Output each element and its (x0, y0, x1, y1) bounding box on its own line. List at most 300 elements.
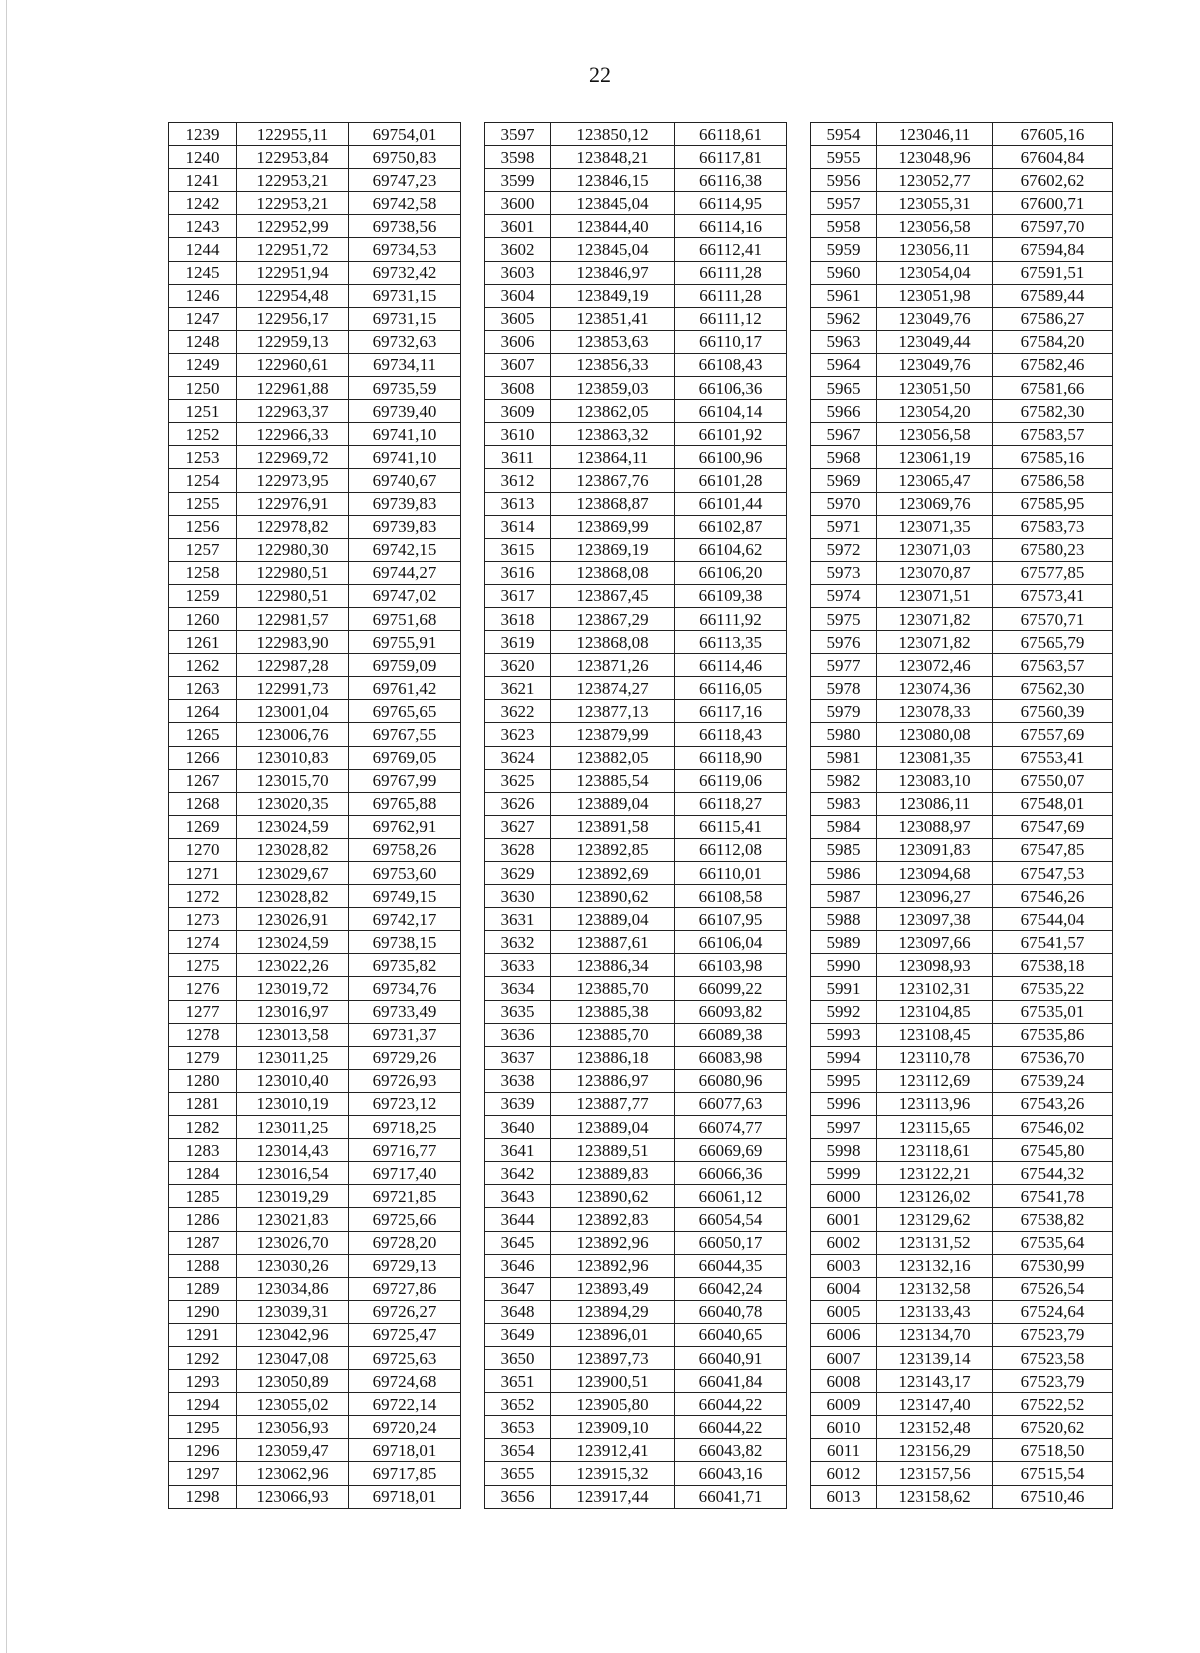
point-id-cell: 5969 (811, 469, 877, 492)
x-coord-cell: 123139,14 (877, 1346, 993, 1369)
column-gap (461, 1116, 485, 1139)
point-id-cell: 1296 (169, 1439, 237, 1462)
x-coord-cell: 123028,82 (237, 838, 349, 861)
column-gap (461, 1254, 485, 1277)
y-coord-cell: 66101,28 (675, 469, 787, 492)
column-gap (787, 815, 811, 838)
y-coord-cell: 67523,58 (993, 1346, 1113, 1369)
y-coord-cell: 69769,05 (349, 746, 461, 769)
y-coord-cell: 66099,22 (675, 977, 787, 1000)
y-coord-cell: 66104,62 (675, 538, 787, 561)
point-id-cell: 3627 (485, 815, 551, 838)
point-id-cell: 3622 (485, 700, 551, 723)
y-coord-cell: 69731,37 (349, 1023, 461, 1046)
point-id-cell: 3611 (485, 446, 551, 469)
y-coord-cell: 67546,26 (993, 885, 1113, 908)
x-coord-cell: 122980,51 (237, 561, 349, 584)
column-gap (787, 1462, 811, 1485)
point-id-cell: 3602 (485, 238, 551, 261)
y-coord-cell: 67543,26 (993, 1092, 1113, 1115)
x-coord-cell: 123851,41 (551, 307, 675, 330)
point-id-cell: 3626 (485, 792, 551, 815)
y-coord-cell: 67548,01 (993, 792, 1113, 815)
column-gap (787, 446, 811, 469)
point-id-cell: 3642 (485, 1162, 551, 1185)
x-coord-cell: 123049,44 (877, 330, 993, 353)
y-coord-cell: 67594,84 (993, 238, 1113, 261)
point-id-cell: 5973 (811, 561, 877, 584)
y-coord-cell: 67524,64 (993, 1300, 1113, 1323)
point-id-cell: 1261 (169, 631, 237, 654)
x-coord-cell: 123894,29 (551, 1300, 675, 1323)
point-id-cell: 6008 (811, 1370, 877, 1393)
column-gap (787, 631, 811, 654)
x-coord-cell: 122980,30 (237, 538, 349, 561)
x-coord-cell: 123066,93 (237, 1485, 349, 1508)
point-id-cell: 3606 (485, 330, 551, 353)
y-coord-cell: 67600,71 (993, 192, 1113, 215)
table-row (169, 561, 1113, 584)
y-coord-cell: 66114,16 (675, 215, 787, 238)
y-coord-cell: 67550,07 (993, 769, 1113, 792)
y-coord-cell: 66115,41 (675, 815, 787, 838)
table-row (169, 1162, 1113, 1185)
column-gap (461, 423, 485, 446)
column-gap (461, 1000, 485, 1023)
point-id-cell: 1280 (169, 1069, 237, 1092)
y-coord-cell: 69723,12 (349, 1092, 461, 1115)
y-coord-cell: 66118,61 (675, 123, 787, 146)
y-coord-cell: 69754,01 (349, 123, 461, 146)
x-coord-cell: 123917,44 (551, 1485, 675, 1508)
y-coord-cell: 66108,58 (675, 885, 787, 908)
y-coord-cell: 69734,53 (349, 238, 461, 261)
x-coord-cell: 122987,28 (237, 654, 349, 677)
point-id-cell: 5970 (811, 492, 877, 515)
x-coord-cell: 122952,99 (237, 215, 349, 238)
y-coord-cell: 66044,35 (675, 1254, 787, 1277)
point-id-cell: 3630 (485, 885, 551, 908)
x-coord-cell: 122961,88 (237, 377, 349, 400)
point-id-cell: 1288 (169, 1254, 237, 1277)
y-coord-cell: 66043,82 (675, 1439, 787, 1462)
y-coord-cell: 66112,41 (675, 238, 787, 261)
point-id-cell: 6000 (811, 1185, 877, 1208)
y-coord-cell: 69747,23 (349, 169, 461, 192)
x-coord-cell: 123019,29 (237, 1185, 349, 1208)
column-gap (461, 1069, 485, 1092)
x-coord-cell: 123882,05 (551, 746, 675, 769)
x-coord-cell: 123886,34 (551, 954, 675, 977)
point-id-cell: 5962 (811, 307, 877, 330)
y-coord-cell: 69731,15 (349, 284, 461, 307)
point-id-cell: 5990 (811, 954, 877, 977)
x-coord-cell: 123887,61 (551, 931, 675, 954)
point-id-cell: 3625 (485, 769, 551, 792)
column-gap (787, 1370, 811, 1393)
column-gap (461, 723, 485, 746)
y-coord-cell: 67560,39 (993, 700, 1113, 723)
point-id-cell: 5987 (811, 885, 877, 908)
y-coord-cell: 66114,95 (675, 192, 787, 215)
column-gap (787, 746, 811, 769)
x-coord-cell: 123065,47 (877, 469, 993, 492)
x-coord-cell: 123055,31 (877, 192, 993, 215)
point-id-cell: 5994 (811, 1046, 877, 1069)
x-coord-cell: 123047,08 (237, 1346, 349, 1369)
x-coord-cell: 123006,76 (237, 723, 349, 746)
x-coord-cell: 123885,38 (551, 1000, 675, 1023)
point-id-cell: 1275 (169, 954, 237, 977)
y-coord-cell: 67604,84 (993, 146, 1113, 169)
x-coord-cell: 123091,83 (877, 838, 993, 861)
x-coord-cell: 123071,82 (877, 607, 993, 630)
x-coord-cell: 122976,91 (237, 492, 349, 515)
x-coord-cell: 123054,04 (877, 261, 993, 284)
table-row (169, 515, 1113, 538)
column-gap (787, 238, 811, 261)
y-coord-cell: 66080,96 (675, 1069, 787, 1092)
x-coord-cell: 123096,27 (877, 885, 993, 908)
point-id-cell: 3651 (485, 1370, 551, 1393)
point-id-cell: 1267 (169, 769, 237, 792)
x-coord-cell: 123049,76 (877, 353, 993, 376)
point-id-cell: 3645 (485, 1231, 551, 1254)
point-id-cell: 5957 (811, 192, 877, 215)
x-coord-cell: 123129,62 (877, 1208, 993, 1231)
column-gap (787, 1277, 811, 1300)
y-coord-cell: 69741,10 (349, 423, 461, 446)
x-coord-cell: 123892,96 (551, 1231, 675, 1254)
y-coord-cell: 67547,69 (993, 815, 1113, 838)
x-coord-cell: 123070,87 (877, 561, 993, 584)
x-coord-cell: 123010,83 (237, 746, 349, 769)
x-coord-cell: 123019,72 (237, 977, 349, 1000)
table-row (169, 792, 1113, 815)
y-coord-cell: 67580,23 (993, 538, 1113, 561)
column-gap (787, 561, 811, 584)
table-row (169, 261, 1113, 284)
y-coord-cell: 69726,27 (349, 1300, 461, 1323)
x-coord-cell: 123024,59 (237, 931, 349, 954)
point-id-cell: 6013 (811, 1485, 877, 1508)
point-id-cell: 3615 (485, 538, 551, 561)
column-gap (461, 123, 485, 146)
table-row (169, 123, 1113, 146)
y-coord-cell: 69749,15 (349, 885, 461, 908)
y-coord-cell: 66077,63 (675, 1092, 787, 1115)
point-id-cell: 3599 (485, 169, 551, 192)
x-coord-cell: 123112,69 (877, 1069, 993, 1092)
page-edge-line (6, 0, 7, 1653)
y-coord-cell: 66101,92 (675, 423, 787, 446)
x-coord-cell: 122980,51 (237, 584, 349, 607)
table-row (169, 1416, 1113, 1439)
x-coord-cell: 123158,62 (877, 1485, 993, 1508)
point-id-cell: 3643 (485, 1185, 551, 1208)
point-id-cell: 1260 (169, 607, 237, 630)
point-id-cell: 1259 (169, 584, 237, 607)
point-id-cell: 5996 (811, 1092, 877, 1115)
point-id-cell: 5980 (811, 723, 877, 746)
y-coord-cell: 66110,17 (675, 330, 787, 353)
column-gap (787, 492, 811, 515)
point-id-cell: 3614 (485, 515, 551, 538)
x-coord-cell: 123016,54 (237, 1162, 349, 1185)
x-coord-cell: 123850,12 (551, 123, 675, 146)
point-id-cell: 6003 (811, 1254, 877, 1277)
y-coord-cell: 66111,28 (675, 284, 787, 307)
x-coord-cell: 123863,32 (551, 423, 675, 446)
x-coord-cell: 123900,51 (551, 1370, 675, 1393)
x-coord-cell: 123097,38 (877, 908, 993, 931)
point-id-cell: 3649 (485, 1323, 551, 1346)
point-id-cell: 1290 (169, 1300, 237, 1323)
point-id-cell: 1292 (169, 1346, 237, 1369)
column-gap (787, 1162, 811, 1185)
x-coord-cell: 123890,62 (551, 885, 675, 908)
table-row (169, 1116, 1113, 1139)
x-coord-cell: 123113,96 (877, 1092, 993, 1115)
point-id-cell: 3617 (485, 584, 551, 607)
y-coord-cell: 67541,57 (993, 931, 1113, 954)
y-coord-cell: 69747,02 (349, 584, 461, 607)
x-coord-cell: 123056,93 (237, 1416, 349, 1439)
table-row (169, 1393, 1113, 1416)
x-coord-cell: 122955,11 (237, 123, 349, 146)
y-coord-cell: 67510,46 (993, 1485, 1113, 1508)
y-coord-cell: 69767,55 (349, 723, 461, 746)
x-coord-cell: 123874,27 (551, 677, 675, 700)
x-coord-cell: 123071,51 (877, 584, 993, 607)
x-coord-cell: 123890,62 (551, 1185, 675, 1208)
y-coord-cell: 67536,70 (993, 1046, 1113, 1069)
y-coord-cell: 69742,17 (349, 908, 461, 931)
point-id-cell: 5956 (811, 169, 877, 192)
point-id-cell: 5955 (811, 146, 877, 169)
x-coord-cell: 123115,65 (877, 1116, 993, 1139)
y-coord-cell: 67518,50 (993, 1439, 1113, 1462)
column-gap (787, 1023, 811, 1046)
y-coord-cell: 69751,68 (349, 607, 461, 630)
x-coord-cell: 123034,86 (237, 1277, 349, 1300)
x-coord-cell: 123889,83 (551, 1162, 675, 1185)
point-id-cell: 3644 (485, 1208, 551, 1231)
y-coord-cell: 69725,47 (349, 1323, 461, 1346)
x-coord-cell: 123071,03 (877, 538, 993, 561)
point-id-cell: 6010 (811, 1416, 877, 1439)
y-coord-cell: 67539,24 (993, 1069, 1113, 1092)
x-coord-cell: 123846,97 (551, 261, 675, 284)
y-coord-cell: 69734,76 (349, 977, 461, 1000)
y-coord-cell: 69727,86 (349, 1277, 461, 1300)
y-coord-cell: 66117,81 (675, 146, 787, 169)
y-coord-cell: 67544,32 (993, 1162, 1113, 1185)
point-id-cell: 1243 (169, 215, 237, 238)
point-id-cell: 6001 (811, 1208, 877, 1231)
y-coord-cell: 66040,65 (675, 1323, 787, 1346)
y-coord-cell: 67605,16 (993, 123, 1113, 146)
point-id-cell: 1297 (169, 1462, 237, 1485)
point-id-cell: 3650 (485, 1346, 551, 1369)
column-gap (787, 954, 811, 977)
y-coord-cell: 66118,90 (675, 746, 787, 769)
y-coord-cell: 69725,66 (349, 1208, 461, 1231)
point-id-cell: 5963 (811, 330, 877, 353)
y-coord-cell: 69742,15 (349, 538, 461, 561)
x-coord-cell: 123867,45 (551, 584, 675, 607)
x-coord-cell: 123132,58 (877, 1277, 993, 1300)
column-gap (787, 885, 811, 908)
y-coord-cell: 69718,01 (349, 1439, 461, 1462)
x-coord-cell: 123885,70 (551, 1023, 675, 1046)
point-id-cell: 1294 (169, 1393, 237, 1416)
point-id-cell: 5995 (811, 1069, 877, 1092)
point-id-cell: 1257 (169, 538, 237, 561)
point-id-cell: 1279 (169, 1046, 237, 1069)
column-gap (787, 977, 811, 1000)
column-gap (787, 931, 811, 954)
point-id-cell: 3612 (485, 469, 551, 492)
y-coord-cell: 69729,13 (349, 1254, 461, 1277)
y-coord-cell: 67530,99 (993, 1254, 1113, 1277)
point-id-cell: 3635 (485, 1000, 551, 1023)
point-id-cell: 1274 (169, 931, 237, 954)
y-coord-cell: 67591,51 (993, 261, 1113, 284)
x-coord-cell: 123056,58 (877, 423, 993, 446)
y-coord-cell: 66116,05 (675, 677, 787, 700)
point-id-cell: 1293 (169, 1370, 237, 1393)
x-coord-cell: 123071,35 (877, 515, 993, 538)
point-id-cell: 1262 (169, 654, 237, 677)
point-id-cell: 5977 (811, 654, 877, 677)
point-id-cell: 5997 (811, 1116, 877, 1139)
x-coord-cell: 123097,66 (877, 931, 993, 954)
y-coord-cell: 67535,64 (993, 1231, 1113, 1254)
column-gap (461, 1323, 485, 1346)
x-coord-cell: 122983,90 (237, 631, 349, 654)
point-id-cell: 3628 (485, 838, 551, 861)
point-id-cell: 6005 (811, 1300, 877, 1323)
x-coord-cell: 123051,50 (877, 377, 993, 400)
y-coord-cell: 66069,69 (675, 1139, 787, 1162)
y-coord-cell: 69753,60 (349, 862, 461, 885)
table-row (169, 908, 1113, 931)
y-coord-cell: 66066,36 (675, 1162, 787, 1185)
column-gap (461, 1393, 485, 1416)
column-gap (787, 515, 811, 538)
x-coord-cell: 123889,04 (551, 908, 675, 931)
point-id-cell: 5971 (811, 515, 877, 538)
point-id-cell: 5975 (811, 607, 877, 630)
column-gap (787, 469, 811, 492)
point-id-cell: 1271 (169, 862, 237, 885)
x-coord-cell: 123879,99 (551, 723, 675, 746)
point-id-cell: 3633 (485, 954, 551, 977)
table-row (169, 423, 1113, 446)
y-coord-cell: 69728,20 (349, 1231, 461, 1254)
point-id-cell: 1281 (169, 1092, 237, 1115)
y-coord-cell: 69722,14 (349, 1393, 461, 1416)
y-coord-cell: 69767,99 (349, 769, 461, 792)
point-id-cell: 1276 (169, 977, 237, 1000)
x-coord-cell: 123893,49 (551, 1277, 675, 1300)
y-coord-cell: 67557,69 (993, 723, 1113, 746)
point-id-cell: 5981 (811, 746, 877, 769)
point-id-cell: 6009 (811, 1393, 877, 1416)
x-coord-cell: 123061,19 (877, 446, 993, 469)
x-coord-cell: 123024,59 (237, 815, 349, 838)
x-coord-cell: 123156,29 (877, 1439, 993, 1462)
y-coord-cell: 69739,83 (349, 492, 461, 515)
y-coord-cell: 67526,54 (993, 1277, 1113, 1300)
x-coord-cell: 123132,16 (877, 1254, 993, 1277)
y-coord-cell: 66043,16 (675, 1462, 787, 1485)
column-gap (461, 261, 485, 284)
column-gap (461, 307, 485, 330)
y-coord-cell: 67584,20 (993, 330, 1113, 353)
y-coord-cell: 67582,30 (993, 400, 1113, 423)
y-coord-cell: 67538,82 (993, 1208, 1113, 1231)
x-coord-cell: 123055,02 (237, 1393, 349, 1416)
y-coord-cell: 69741,10 (349, 446, 461, 469)
point-id-cell: 1245 (169, 261, 237, 284)
point-id-cell: 5974 (811, 584, 877, 607)
point-id-cell: 1295 (169, 1416, 237, 1439)
y-coord-cell: 67523,79 (993, 1323, 1113, 1346)
point-id-cell: 1287 (169, 1231, 237, 1254)
y-coord-cell: 67586,27 (993, 307, 1113, 330)
table-row (169, 307, 1113, 330)
point-id-cell: 5978 (811, 677, 877, 700)
column-gap (787, 654, 811, 677)
point-id-cell: 3647 (485, 1277, 551, 1300)
x-coord-cell: 123853,63 (551, 330, 675, 353)
x-coord-cell: 123080,08 (877, 723, 993, 746)
y-coord-cell: 67544,04 (993, 908, 1113, 931)
x-coord-cell: 123846,15 (551, 169, 675, 192)
x-coord-cell: 123110,78 (877, 1046, 993, 1069)
y-coord-cell: 66101,44 (675, 492, 787, 515)
x-coord-cell: 123086,11 (877, 792, 993, 815)
table-row (169, 1000, 1113, 1023)
y-coord-cell: 66089,38 (675, 1023, 787, 1046)
table-row (169, 330, 1113, 353)
y-coord-cell: 66112,08 (675, 838, 787, 861)
point-id-cell: 6011 (811, 1439, 877, 1462)
point-id-cell: 3619 (485, 631, 551, 654)
column-gap (787, 1000, 811, 1023)
point-id-cell: 3639 (485, 1092, 551, 1115)
y-coord-cell: 66041,84 (675, 1370, 787, 1393)
column-gap (787, 1069, 811, 1092)
x-coord-cell: 123062,96 (237, 1462, 349, 1485)
point-id-cell: 3613 (485, 492, 551, 515)
y-coord-cell: 67563,57 (993, 654, 1113, 677)
point-id-cell: 1251 (169, 400, 237, 423)
x-coord-cell: 123001,04 (237, 700, 349, 723)
x-coord-cell: 123891,58 (551, 815, 675, 838)
x-coord-cell: 122953,21 (237, 169, 349, 192)
y-coord-cell: 67515,54 (993, 1462, 1113, 1485)
y-coord-cell: 67597,70 (993, 215, 1113, 238)
column-gap (787, 400, 811, 423)
point-id-cell: 6007 (811, 1346, 877, 1369)
point-id-cell: 1270 (169, 838, 237, 861)
point-id-cell: 1284 (169, 1162, 237, 1185)
table-row (169, 492, 1113, 515)
point-id-cell: 3656 (485, 1485, 551, 1508)
